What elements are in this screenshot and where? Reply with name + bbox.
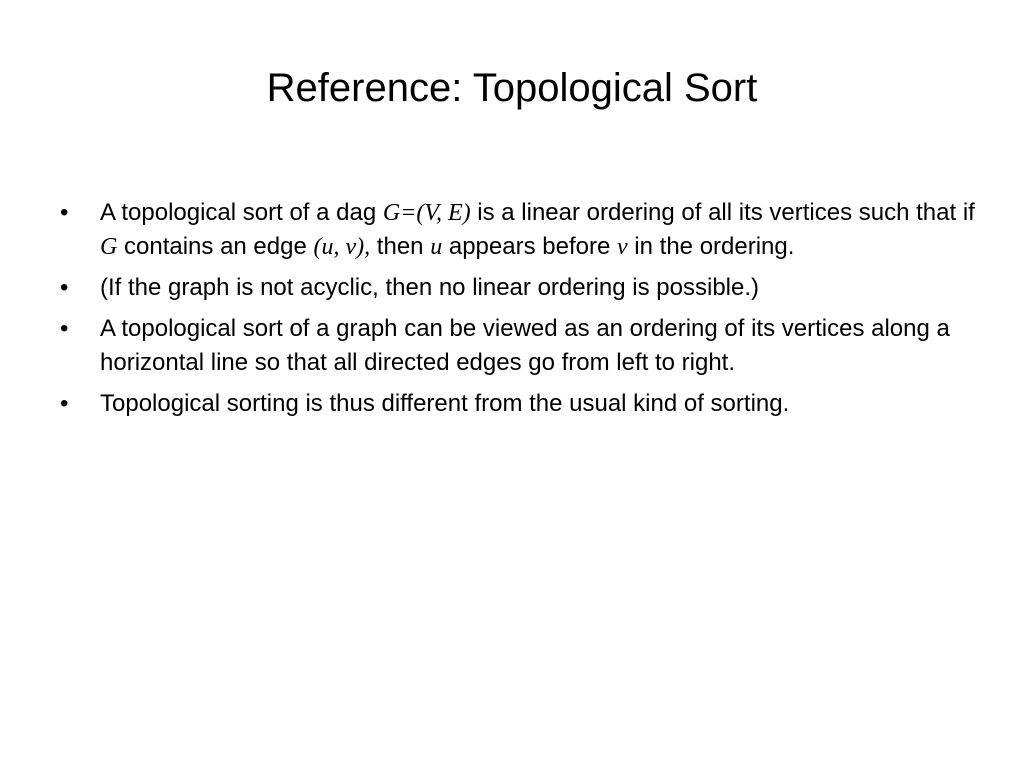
bullet-text: (If the graph is not acyclic, then no linear ordering is possible.) [100, 274, 760, 301]
bullet-icon: • [60, 199, 69, 226]
math-edge: (u, v), [313, 234, 371, 260]
slide-title: Reference: Topological Sort [266, 66, 758, 110]
bullet-text: A topological sort of a graph can be viewed as an ordering of its vertices along a horizontal line so that all directed edges go from left to right. [100, 315, 950, 376]
math-vertex-u: u [430, 234, 443, 260]
bullet-text: Topological sorting is thus different from the usual kind of sorting. [100, 390, 790, 417]
bullet-icon: • [60, 390, 69, 417]
bullet-text: in the ordering. [627, 233, 795, 260]
bullet-item-horizontal-view [60, 312, 990, 380]
bullet-text: then [370, 233, 431, 260]
bullet-item-difference [60, 387, 990, 421]
math-vertex-v: v [616, 234, 628, 260]
bullet-list [60, 196, 990, 428]
bullet-item-definition [60, 196, 990, 264]
math-graph-definition: G=(V, E) [382, 200, 471, 226]
math-graph-symbol: G [100, 234, 118, 260]
bullet-icon: • [60, 315, 69, 342]
bullet-item-acyclic-note [60, 271, 990, 305]
bullet-text: is a linear ordering of all its vertices such that if [470, 199, 975, 226]
bullet-text: A topological sort of a dag [100, 199, 383, 226]
bullet-icon: • [60, 274, 69, 301]
bullet-text: contains an edge [117, 233, 314, 260]
bullet-text: appears before [442, 233, 617, 260]
